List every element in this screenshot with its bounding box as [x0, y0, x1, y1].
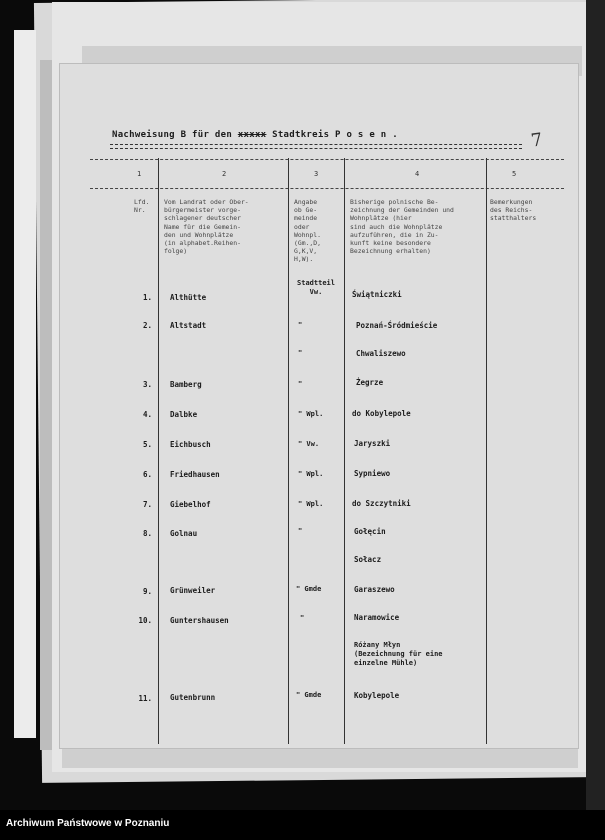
archive-footer [0, 810, 605, 840]
row-number: 11. [138, 694, 152, 703]
place-type: " Wpl. [298, 410, 324, 418]
polish-name: do Szczytniki [352, 499, 411, 508]
header-polish-name: Bisherige polnische Be- zeichnung der Gemeinden und Wohnplätze (hier sind auch die Wohnplätze aufzuführen, die in Zu- kunft keine besondere Bezeichnung erhalten) [350, 198, 454, 256]
polish-name: Kobylepole [354, 691, 400, 700]
polish-name: Sypniewo [354, 469, 391, 478]
header-german-name: Vom Landrat oder Ober- bürgermeister vorge- schlagener deutscher Name für die Gemein- den und Wohnplätze (in alphabet.Reihen- folge) [164, 198, 249, 256]
polish-name: Jaryszki [354, 439, 391, 448]
column-divider [158, 158, 159, 744]
column-number: 5 [512, 170, 517, 178]
archive-label: Archiwum Państwowe w Poznaniu [6, 818, 170, 829]
column-divider [486, 158, 487, 744]
row-number: 5. [142, 440, 152, 449]
german-name: Giebelhof [170, 500, 211, 509]
polish-name: Naramowice [354, 613, 400, 622]
place-type: " Gmde [296, 691, 322, 699]
place-type: " Wpl. [298, 500, 324, 508]
row-number: 7. [142, 500, 152, 509]
right-shadow [586, 0, 605, 810]
row-number: 10. [138, 616, 152, 625]
column-divider [344, 158, 345, 744]
row-number: 3. [142, 380, 152, 389]
document-page [60, 64, 578, 748]
german-name: Guntershausen [170, 616, 229, 625]
polish-name: Poznań-Śródmieście [356, 321, 438, 330]
polish-name: Garaszewo [354, 585, 395, 594]
german-name: Althütte [170, 293, 207, 302]
column-number: 3 [314, 170, 319, 178]
header-place-type: Angabe ob Ge- meinde oder Wohnpl. (Gm.,D, G,K,V, H,W). [294, 198, 321, 264]
place-type: " [298, 321, 303, 329]
place-type: " [298, 349, 303, 357]
polish-name: Gołęcin [354, 527, 386, 536]
polish-name: Chwaliszewo [356, 349, 406, 358]
table-top-rule [90, 159, 564, 160]
german-name: Golnau [170, 529, 198, 538]
german-name: Dalbke [170, 410, 198, 419]
title-underline [110, 144, 522, 149]
document-title: Nachweisung B für den xxxxx Stadtkreis P o s e n . [112, 130, 398, 140]
page-number-mark: 7 [529, 129, 544, 152]
table-header-rule [90, 188, 564, 189]
column-number: 2 [222, 170, 227, 178]
german-name: Friedhausen [170, 470, 220, 479]
german-name: Gutenbrunn [170, 693, 216, 702]
column-number: 4 [415, 170, 420, 178]
german-name: Altstadt [170, 321, 207, 330]
sheet-edge-bottom [62, 748, 578, 768]
row-number: 8. [142, 529, 152, 538]
german-name: Grünweiler [170, 586, 216, 595]
place-type: " [298, 380, 303, 388]
row-number: 9. [142, 587, 152, 596]
stadtteil-subheader: Stadtteil Vw. [297, 279, 335, 296]
place-type: " Wpl. [298, 470, 324, 478]
polish-name: Świątniczki [352, 290, 402, 299]
german-name: Eichbusch [170, 440, 211, 449]
polish-name: Sołacz [354, 555, 382, 564]
column-divider [288, 158, 289, 744]
row-number: 2. [142, 321, 152, 330]
row-number: 6. [142, 470, 152, 479]
header-lfd-nr: Lfd. Nr. [134, 198, 150, 215]
column-number: 1 [137, 170, 142, 178]
header-remarks: Bemerkungen des Reichs- statthalters [490, 198, 537, 223]
german-name: Bamberg [170, 380, 202, 389]
polish-name: Żegrze [356, 378, 384, 387]
row-number: 4. [142, 410, 152, 419]
place-type: " Vw. [298, 440, 320, 448]
polish-name: do Kobylepole [352, 409, 411, 418]
sheet-edge-left-shadow [40, 60, 52, 750]
place-type: " [298, 527, 303, 535]
row-number: 1. [142, 293, 152, 302]
place-type: " Gmde [296, 585, 322, 593]
sheet-edge-left [14, 30, 36, 738]
place-type: " [300, 614, 305, 622]
polish-name-note: Różany Młyn (Bezeichnung für eine einzelne Mühle) [354, 641, 443, 667]
